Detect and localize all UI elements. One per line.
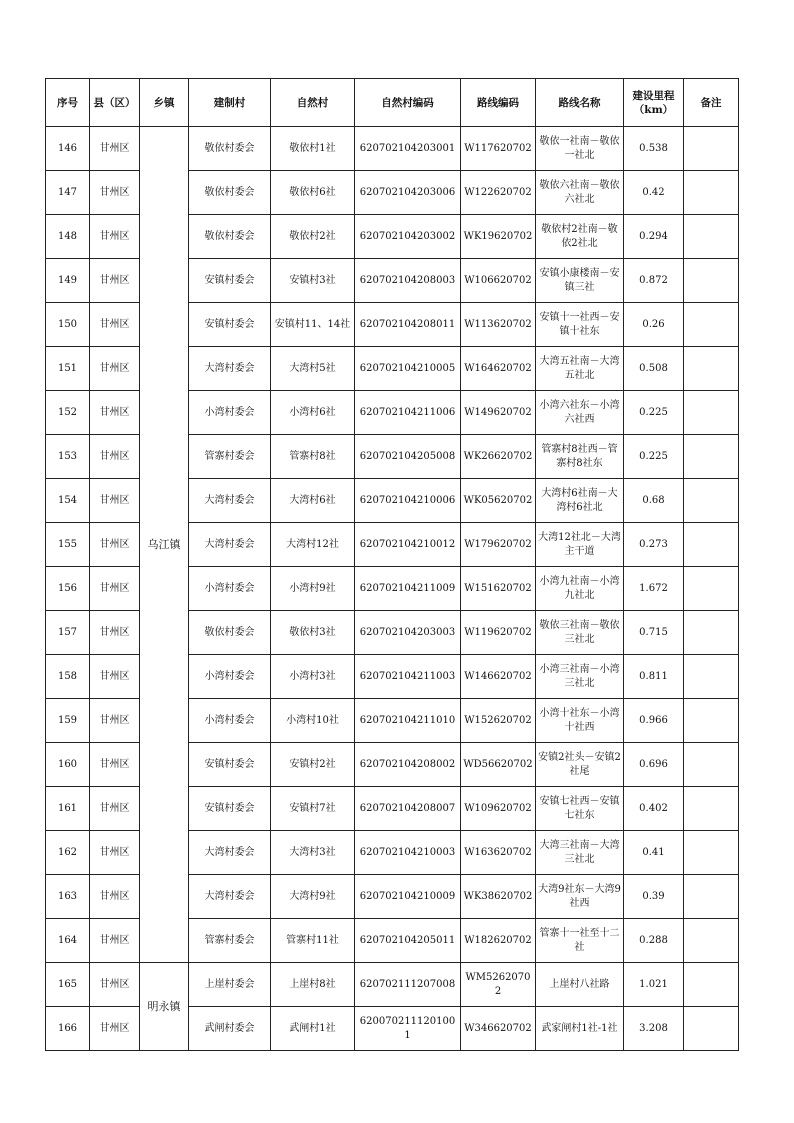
cell-route-code: WK26620702 — [461, 435, 536, 479]
cell-route-name: 管寨十一社至十二社 — [536, 919, 624, 963]
cell-village: 小湾村委会 — [189, 655, 271, 699]
cell-route-name: 小湾六社东－小湾六社西 — [536, 391, 624, 435]
cell-county: 甘州区 — [90, 303, 140, 347]
cell-village: 大湾村委会 — [189, 347, 271, 391]
cell-route-name: 敬依村2社南－敬依2社北 — [536, 215, 624, 259]
cell-county: 甘州区 — [90, 479, 140, 523]
cell-length: 0.402 — [624, 787, 684, 831]
cell-no: 161 — [46, 787, 90, 831]
cell-no: 164 — [46, 919, 90, 963]
cell-natural-village: 敬依村6社 — [271, 171, 355, 215]
cell-village: 上崖村委会 — [189, 963, 271, 1007]
cell-natural-village: 敬依村1社 — [271, 127, 355, 171]
cell-no: 151 — [46, 347, 90, 391]
header-route-name: 路线名称 — [536, 79, 624, 127]
cell-route-code: WK38620702 — [461, 875, 536, 919]
cell-note — [684, 699, 739, 743]
cell-no: 153 — [46, 435, 90, 479]
table-row — [46, 127, 739, 171]
cell-village: 大湾村委会 — [189, 523, 271, 567]
cell-county: 甘州区 — [90, 875, 140, 919]
cell-natural-village-code: 6200702111201001 — [355, 1007, 461, 1051]
cell-natural-village-code: 620702111207008 — [355, 963, 461, 1007]
cell-natural-village: 管寨村11社 — [271, 919, 355, 963]
cell-length: 0.39 — [624, 875, 684, 919]
cell-no: 165 — [46, 963, 90, 1007]
cell-natural-village-code: 620702104210003 — [355, 831, 461, 875]
cell-route-name: 敬依三社南－敬依三社北 — [536, 611, 624, 655]
cell-note — [684, 919, 739, 963]
cell-natural-village: 管寨村8社 — [271, 435, 355, 479]
cell-natural-village: 大湾村5社 — [271, 347, 355, 391]
cell-note — [684, 479, 739, 523]
cell-route-code: W149620702 — [461, 391, 536, 435]
cell-village: 敬依村委会 — [189, 611, 271, 655]
cell-county: 甘州区 — [90, 171, 140, 215]
cell-town: 乌江镇 — [140, 127, 189, 963]
cell-natural-village: 武闸村1社 — [271, 1007, 355, 1051]
cell-length: 0.41 — [624, 831, 684, 875]
header-natural-village: 自然村 — [271, 79, 355, 127]
cell-note — [684, 347, 739, 391]
cell-route-code: WK19620702 — [461, 215, 536, 259]
cell-length: 1.672 — [624, 567, 684, 611]
cell-route-code: W113620702 — [461, 303, 536, 347]
cell-village: 安镇村委会 — [189, 787, 271, 831]
cell-length: 0.68 — [624, 479, 684, 523]
cell-length: 1.021 — [624, 963, 684, 1007]
cell-length: 0.872 — [624, 259, 684, 303]
cell-village: 安镇村委会 — [189, 259, 271, 303]
road-construction-table — [45, 78, 739, 1051]
cell-village: 管寨村委会 — [189, 919, 271, 963]
cell-county: 甘州区 — [90, 435, 140, 479]
header-note: 备注 — [684, 79, 739, 127]
cell-no: 152 — [46, 391, 90, 435]
cell-length: 0.273 — [624, 523, 684, 567]
cell-natural-village-code: 620702104210009 — [355, 875, 461, 919]
cell-natural-village: 小湾村9社 — [271, 567, 355, 611]
cell-route-code: W151620702 — [461, 567, 536, 611]
cell-county: 甘州区 — [90, 1007, 140, 1051]
cell-note — [684, 259, 739, 303]
cell-route-code: W106620702 — [461, 259, 536, 303]
cell-natural-village-code: 620702104211003 — [355, 655, 461, 699]
cell-note — [684, 1007, 739, 1051]
cell-note — [684, 215, 739, 259]
cell-county: 甘州区 — [90, 391, 140, 435]
cell-route-code: WM52620702 — [461, 963, 536, 1007]
cell-note — [684, 435, 739, 479]
cell-route-code: WD56620702 — [461, 743, 536, 787]
cell-route-code: W109620702 — [461, 787, 536, 831]
cell-county: 甘州区 — [90, 919, 140, 963]
cell-county: 甘州区 — [90, 831, 140, 875]
cell-route-name: 大湾村6社南－大湾村6社北 — [536, 479, 624, 523]
cell-natural-village-code: 620702104208007 — [355, 787, 461, 831]
cell-route-name: 安镇七社西－安镇七社东 — [536, 787, 624, 831]
cell-natural-village: 敬依村2社 — [271, 215, 355, 259]
header-county: 县（区） — [90, 79, 140, 127]
header-no: 序号 — [46, 79, 90, 127]
cell-village: 敬依村委会 — [189, 127, 271, 171]
cell-county: 甘州区 — [90, 699, 140, 743]
cell-village: 小湾村委会 — [189, 567, 271, 611]
cell-length: 0.508 — [624, 347, 684, 391]
cell-natural-village-code: 620702104211006 — [355, 391, 461, 435]
cell-natural-village-code: 620702104210012 — [355, 523, 461, 567]
cell-no: 146 — [46, 127, 90, 171]
cell-route-name: 敬依一社南－敬依一社北 — [536, 127, 624, 171]
cell-route-code: W164620702 — [461, 347, 536, 391]
cell-route-code: W182620702 — [461, 919, 536, 963]
cell-note — [684, 171, 739, 215]
cell-village: 大湾村委会 — [189, 875, 271, 919]
cell-natural-village-code: 620702104208003 — [355, 259, 461, 303]
cell-route-name: 敬依六社南－敬依六社北 — [536, 171, 624, 215]
cell-route-name: 小湾九社南－小湾九社北 — [536, 567, 624, 611]
cell-natural-village-code: 620702104203002 — [355, 215, 461, 259]
cell-natural-village: 安镇村2社 — [271, 743, 355, 787]
cell-no: 148 — [46, 215, 90, 259]
cell-natural-village-code: 620702104205011 — [355, 919, 461, 963]
cell-route-name: 大湾12社北－大湾主干道 — [536, 523, 624, 567]
cell-route-name: 小湾三社南－小湾三社北 — [536, 655, 624, 699]
cell-note — [684, 523, 739, 567]
cell-note — [684, 303, 739, 347]
cell-village: 敬依村委会 — [189, 171, 271, 215]
cell-no: 155 — [46, 523, 90, 567]
cell-natural-village: 大湾村6社 — [271, 479, 355, 523]
cell-note — [684, 787, 739, 831]
cell-no: 157 — [46, 611, 90, 655]
cell-natural-village-code: 620702104211010 — [355, 699, 461, 743]
cell-natural-village-code: 620702104210005 — [355, 347, 461, 391]
cell-length: 0.715 — [624, 611, 684, 655]
header-length: 建设里程（km） — [624, 79, 684, 127]
cell-route-name: 大湾五社南－大湾五社北 — [536, 347, 624, 391]
cell-county: 甘州区 — [90, 787, 140, 831]
cell-length: 0.288 — [624, 919, 684, 963]
cell-route-name: 小湾十社东－小湾十社西 — [536, 699, 624, 743]
cell-natural-village-code: 620702104203001 — [355, 127, 461, 171]
cell-natural-village: 上崖村8社 — [271, 963, 355, 1007]
cell-route-code: WK05620702 — [461, 479, 536, 523]
cell-route-code: W152620702 — [461, 699, 536, 743]
cell-natural-village: 安镇村3社 — [271, 259, 355, 303]
cell-county: 甘州区 — [90, 347, 140, 391]
cell-route-code: W119620702 — [461, 611, 536, 655]
cell-route-code: W163620702 — [461, 831, 536, 875]
cell-natural-village: 大湾村12社 — [271, 523, 355, 567]
cell-note — [684, 875, 739, 919]
cell-length: 0.811 — [624, 655, 684, 699]
cell-town: 明永镇 — [140, 963, 189, 1051]
cell-natural-village-code: 620702104208011 — [355, 303, 461, 347]
cell-county: 甘州区 — [90, 523, 140, 567]
table-header-row — [46, 79, 739, 127]
cell-natural-village: 安镇村7社 — [271, 787, 355, 831]
cell-county: 甘州区 — [90, 655, 140, 699]
cell-length: 0.26 — [624, 303, 684, 347]
cell-route-code: W122620702 — [461, 171, 536, 215]
header-village: 建制村 — [189, 79, 271, 127]
cell-no: 166 — [46, 1007, 90, 1051]
cell-natural-village: 敬依村3社 — [271, 611, 355, 655]
cell-natural-village-code: 620702104210006 — [355, 479, 461, 523]
cell-no: 162 — [46, 831, 90, 875]
cell-note — [684, 963, 739, 1007]
cell-note — [684, 391, 739, 435]
cell-county: 甘州区 — [90, 743, 140, 787]
cell-county: 甘州区 — [90, 259, 140, 303]
cell-no: 150 — [46, 303, 90, 347]
cell-route-code: W117620702 — [461, 127, 536, 171]
cell-route-name: 安镇2社头－安镇2社尾 — [536, 743, 624, 787]
cell-county: 甘州区 — [90, 963, 140, 1007]
cell-county: 甘州区 — [90, 127, 140, 171]
cell-natural-village-code: 620702104211009 — [355, 567, 461, 611]
cell-route-name: 管寨村8社西－管寨村8社东 — [536, 435, 624, 479]
cell-village: 敬依村委会 — [189, 215, 271, 259]
cell-county: 甘州区 — [90, 215, 140, 259]
cell-natural-village-code: 620702104205008 — [355, 435, 461, 479]
cell-length: 0.225 — [624, 391, 684, 435]
cell-no: 149 — [46, 259, 90, 303]
cell-village: 小湾村委会 — [189, 391, 271, 435]
cell-route-name: 安镇十一社西－安镇十社东 — [536, 303, 624, 347]
cell-village: 管寨村委会 — [189, 435, 271, 479]
cell-natural-village: 大湾村3社 — [271, 831, 355, 875]
cell-natural-village: 小湾村10社 — [271, 699, 355, 743]
cell-length: 0.966 — [624, 699, 684, 743]
cell-note — [684, 831, 739, 875]
cell-no: 159 — [46, 699, 90, 743]
cell-route-name: 安镇小康楼南－安镇三社 — [536, 259, 624, 303]
cell-village: 大湾村委会 — [189, 831, 271, 875]
cell-route-code: W146620702 — [461, 655, 536, 699]
cell-no: 163 — [46, 875, 90, 919]
cell-no: 154 — [46, 479, 90, 523]
cell-route-name: 大湾三社南－大湾三社北 — [536, 831, 624, 875]
table-row — [46, 963, 739, 1007]
cell-county: 甘州区 — [90, 567, 140, 611]
cell-route-name: 大湾9社东－大湾9社西 — [536, 875, 624, 919]
cell-note — [684, 127, 739, 171]
cell-no: 158 — [46, 655, 90, 699]
cell-natural-village: 小湾村3社 — [271, 655, 355, 699]
cell-note — [684, 611, 739, 655]
cell-route-name: 上崖村八社路 — [536, 963, 624, 1007]
cell-village: 安镇村委会 — [189, 303, 271, 347]
cell-length: 3.208 — [624, 1007, 684, 1051]
cell-natural-village-code: 620702104203006 — [355, 171, 461, 215]
cell-length: 0.225 — [624, 435, 684, 479]
cell-no: 156 — [46, 567, 90, 611]
cell-note — [684, 743, 739, 787]
cell-natural-village-code: 620702104208002 — [355, 743, 461, 787]
cell-village: 武闸村委会 — [189, 1007, 271, 1051]
cell-natural-village: 小湾村6社 — [271, 391, 355, 435]
header-route-code: 路线编码 — [461, 79, 536, 127]
cell-length: 0.696 — [624, 743, 684, 787]
cell-village: 安镇村委会 — [189, 743, 271, 787]
cell-note — [684, 655, 739, 699]
cell-length: 0.294 — [624, 215, 684, 259]
cell-village: 小湾村委会 — [189, 699, 271, 743]
cell-natural-village: 大湾村9社 — [271, 875, 355, 919]
cell-length: 0.42 — [624, 171, 684, 215]
header-natural-village-code: 自然村编码 — [355, 79, 461, 127]
cell-natural-village-code: 620702104203003 — [355, 611, 461, 655]
cell-length: 0.538 — [624, 127, 684, 171]
cell-county: 甘州区 — [90, 611, 140, 655]
header-town: 乡镇 — [140, 79, 189, 127]
cell-no: 160 — [46, 743, 90, 787]
cell-note — [684, 567, 739, 611]
cell-natural-village: 安镇村11、14社 — [271, 303, 355, 347]
cell-route-name: 武家闸村1社-1社 — [536, 1007, 624, 1051]
cell-village: 大湾村委会 — [189, 479, 271, 523]
cell-route-code: W179620702 — [461, 523, 536, 567]
cell-route-code: W346620702 — [461, 1007, 536, 1051]
cell-no: 147 — [46, 171, 90, 215]
